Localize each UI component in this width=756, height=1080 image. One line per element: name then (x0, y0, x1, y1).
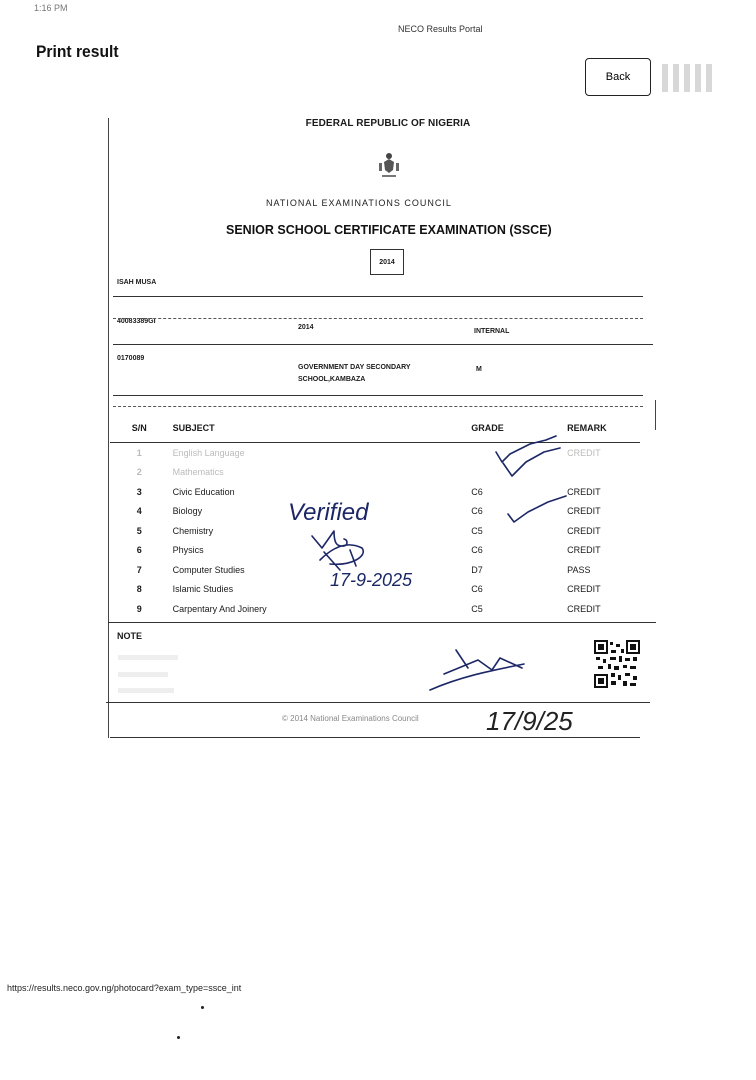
row-remark: CREDIT (567, 584, 601, 595)
exam-year: 2014 (298, 324, 314, 331)
row-sn: 7 (136, 564, 142, 575)
col-subject: SUBJECT (169, 414, 468, 443)
council-name: NATIONAL EXAMINATIONS COUNCIL (266, 198, 452, 208)
row-remark: CREDIT (567, 447, 601, 458)
table-header-row (110, 414, 640, 443)
faded-note-text (118, 688, 174, 693)
divider (113, 395, 643, 396)
speck (177, 1036, 180, 1039)
portal-title: NECO Results Portal (398, 24, 483, 34)
row-sn: 5 (136, 525, 142, 536)
results-table (110, 414, 640, 619)
row-subject: Carpentary And Joinery (172, 603, 267, 614)
exam-number: 40083389GI (117, 318, 156, 325)
row-subject: Civic Education (172, 486, 235, 497)
row-sn: 1 (136, 447, 142, 458)
centre-code: 0170089 (117, 355, 145, 362)
row-remark: CREDIT (567, 525, 601, 536)
divider (108, 622, 656, 623)
row-subject: Computer Studies (172, 564, 245, 575)
divider (113, 406, 643, 407)
faded-note-text (118, 672, 168, 677)
row-sn: 6 (136, 545, 142, 556)
frame-right-tick (655, 400, 656, 430)
table-row (110, 580, 640, 600)
row-remark: CREDIT (567, 603, 601, 614)
candidate-name: ISAH MUSA (117, 279, 157, 286)
row-sn: 4 (136, 506, 142, 517)
page-url: https://results.neco.gov.ng/photocard?exam_type=ssce_int (7, 983, 242, 993)
row-grade: C6 (471, 584, 483, 595)
row-remark: CREDIT (567, 506, 601, 517)
school-name-line2: SCHOOL,KAMBAZA (298, 376, 366, 383)
row-grade: C6 (471, 506, 483, 517)
row-subject: Mathematics (172, 467, 224, 478)
row-subject: Biology (172, 506, 203, 517)
col-grade: GRADE (467, 414, 563, 443)
row-grade (467, 463, 563, 483)
row-remark: PASS (567, 564, 591, 575)
row-remark: CREDIT (567, 545, 601, 556)
divider (113, 318, 643, 319)
page-title: Print result (36, 42, 119, 61)
country-heading: FEDERAL REPUBLIC OF NIGERIA (305, 118, 471, 129)
row-sn: 2 (136, 467, 142, 478)
table-row (110, 463, 640, 483)
row-sn: 9 (136, 603, 142, 614)
row-grade: C5 (471, 525, 483, 536)
coat-of-arms-icon (372, 148, 406, 182)
row-sn: 3 (136, 486, 142, 497)
row-subject: Chemistry (172, 525, 214, 536)
school-name-line1: GOVERNMENT DAY SECONDARY (298, 364, 411, 371)
row-remark: CREDIT (567, 486, 601, 497)
signature-icon (430, 650, 524, 690)
copyright-text: © 2014 National Examinations Council (282, 714, 419, 723)
row-subject: Islamic Studies (172, 584, 234, 595)
table-row (110, 443, 640, 463)
col-sn: S/N (110, 414, 169, 443)
back-button[interactable]: Back (585, 58, 651, 96)
table-row (110, 560, 640, 580)
table-row (110, 482, 640, 502)
exam-type: INTERNAL (474, 328, 510, 335)
row-subject: Physics (172, 545, 204, 556)
col-remark: REMARK (563, 414, 640, 443)
frame-left-border (108, 118, 109, 738)
exam-title: SENIOR SCHOOL CERTIFICATE EXAMINATION (SSCE) (226, 223, 552, 237)
divider (110, 737, 640, 738)
timestamp: 1:16 PM (34, 3, 68, 13)
qr-code-icon (594, 640, 640, 688)
table-row (110, 502, 640, 522)
row-remark (563, 463, 640, 483)
row-grade (467, 443, 563, 463)
row-grade: D7 (471, 564, 483, 575)
faded-note-text (118, 655, 178, 660)
note-label: NOTE (117, 631, 143, 641)
exam-year-box: 2014 (370, 249, 404, 275)
row-grade: C6 (471, 545, 483, 556)
date-annotation: 17-9-2025 (330, 570, 413, 590)
divider (113, 344, 653, 345)
row-grade: C5 (471, 603, 483, 614)
blurred-toolbar (662, 64, 732, 96)
date-annotation: 17/9/25 (486, 706, 573, 736)
table-row (110, 599, 640, 619)
divider (106, 702, 650, 703)
row-subject: English Language (172, 447, 245, 458)
candidate-sex: M (476, 366, 482, 373)
speck (201, 1006, 204, 1009)
verified-annotation: Verified (288, 499, 369, 526)
row-sn: 8 (136, 584, 142, 595)
row-grade: C6 (471, 486, 483, 497)
table-row (110, 521, 640, 541)
divider (113, 296, 643, 297)
table-row (110, 541, 640, 561)
